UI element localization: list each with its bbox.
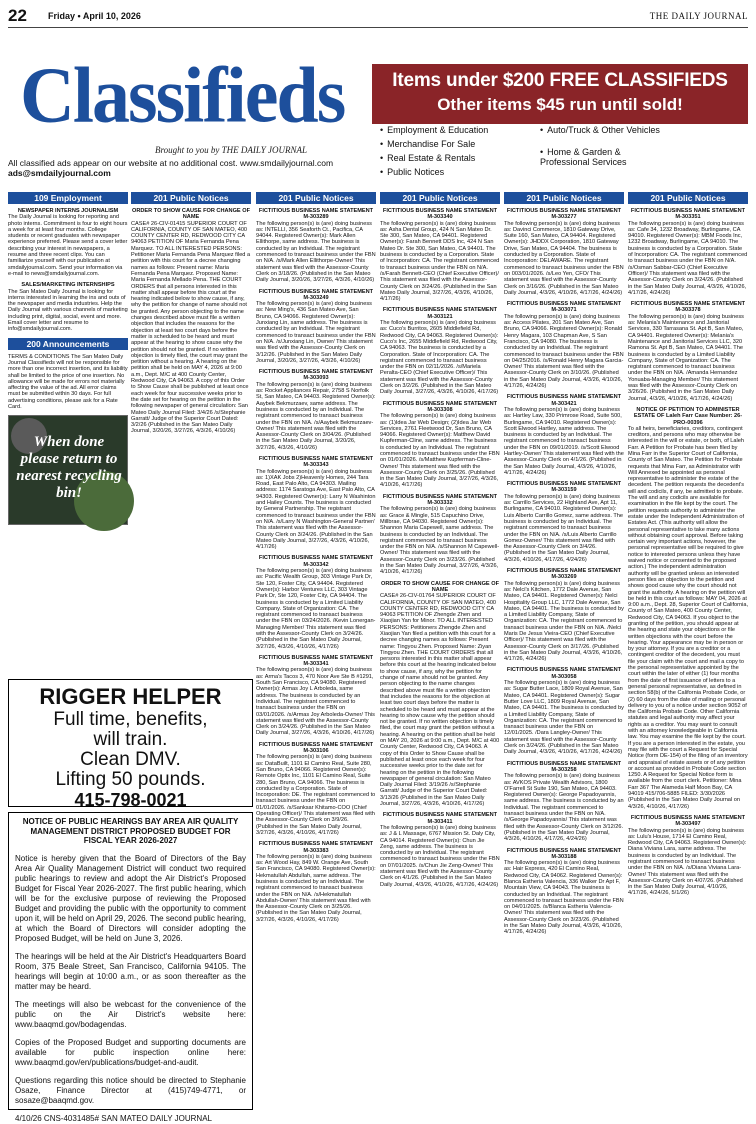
ads-email-link[interactable]: ads@smdailyjournal.com (8, 168, 111, 178)
rigger-line: Full time, benefits, (53, 709, 208, 730)
notice (504, 208, 624, 296)
section-header: 201 Public Notices (131, 192, 251, 204)
notice (380, 494, 500, 576)
notice (380, 812, 500, 888)
promo-line-1: Items under $200 FREE CLASSIFIEDS (392, 70, 728, 91)
notice-heading: FICTITIOUS BUSINESS NAME STATEMENT M-303258 (506, 760, 622, 773)
hearing-paragraph: The hearings will be held at the Air District's Headquarters Board Room, 375 Beale Street, San Francisco, California 94105. The hearings will begin at 10:00 a.m., or as soon thereafter as the matter may be heard. (15, 951, 246, 991)
notice-heading: FICTITIOUS BUSINESS NAME STATEMENT M-303188 (506, 847, 622, 860)
notice-heading: FICTITIOUS BUSINESS NAME STATEMENT M-303421 (506, 394, 622, 407)
notice-heading: FICTITIOUS BUSINESS NAME STATEMENT M-303159 (506, 481, 622, 494)
notice (504, 761, 624, 843)
category-item: • Public Notices (380, 167, 444, 177)
category-item: • Auto/Truck & Other Vehicles (540, 125, 660, 135)
notice-body: The following person(s) is (are) doing business as: Davinci Commerce, 1810 Gateway Drive, Suite 160, San Mateo, CA 94404. Registered Owner(s): JHDDX Corporation, 1810 Gateway Drive, San Mateo, CA 94404. The business is conducted by a Corporation. State of Incorporation: DELAWARE. The registrant commenced to transact business under the FBN on 003/01/2026. /s/Leo Yen, CFO/ This statement was filed with the Assessor-County Clerk on 3/16/26. (Published in the San Mateo Daily Journal, 4/3/26, 4/10/26, 4/17/26, 4/24/26) (504, 220, 624, 296)
notice-body: The following person(s) is (are) doing business as: Art Wood Hay, 849 W. Orange Ave, South San Francisco, CA 94080. Registered Owner(s): Hekmatullah Abdullah, same address. The business is conducted by an Individual. The registrant commenced to transact business under the FBN on N/A. /s/Hekmatullah Abdullah-Owner/ This statement was filed with the Assessor-County Clerk on 3/25/26. (Published in the San Mateo Daily Journal, 3/27/26, 4/3/26, 4/10/26, 4/17/26) (256, 853, 376, 923)
section-header: 201 Public Notices (380, 192, 500, 204)
notice-body: CASE# 26-CIV-01764 SUPERIOR COURT OF CALIFORNIA, COUNTY OF SAN MATEO, 400 COUNTY CENTER RD, REDWOOD CITY CA 94063 PETITION OF Zhengde Zhen and Xiaojian Yan for Minor. TO ALL INTERESTED PERSONS: Petitioners Zhengde Zhen and Xiaojian Yan filed a petition with this court for a decree changing names as follows: Present name: Tingyou Zhen. Proposed Name: Ziyan Tingyou Zhen. THE COURT ORDERS that all persons interested in this matter shall appear before this court at the hearing indicated below to show cause, if any, why the petition for change of name should not be granted. Any person objecting to the name changes described above must file a written objection that includes the reasons for the objection at least two court days before the matter is scheduled to be heard and must appear at the hearing to show cause why the petition should not be granted. If no written objection is timely filed, the court may grant the petition without a hearing. A hearing on the petition shall be held on MAY 20, 2026 at 9:00 a.m., Dept. M/C at 400 County Center, Redwood City, CA 94063. A copy of this Order to Show Cause shall be published at least once each week for four successive weeks prior to the date set for hearing on the petition in the following newspaper of general circulation: San Mateo Daily Journal Filed: 3/19/26 /s/Stephanie Garratt/ Judge of the Superior Court Dated: 3/13/26 (Published in the San Mateo Daily Journal, 3/27/26, 4/3/26, 4/10/26, 4/17/26) (380, 593, 500, 808)
notice-body: The following person(s) is (are) doing business as: Nelci's Kitchen, 1772 Dale Avenue, San Mateo, CA 94401. Registered Owner(s): Nelci Hospitality Group LLC, 1772 Dale Avenue, San Mateo, CA 94401. The business is conducted by a Limited Liability Company, State of Organization: CA. The registrant commenced to transact business under the FBN on N/A. /Nelci Maris De Jesus Vieira-CEO (Chief Executive Officer)/ This statement was filed with the Assessor-County Clerk on 3/17/26. (Published in the San Mateo Daily Journal, 4/3/26, 4/10/26, 4/17/26, 4/24/26) (504, 580, 624, 663)
notice-heading: FICTITIOUS BUSINESS NAME STATEMENT M-303378 (630, 301, 746, 314)
column-notices-6 (628, 192, 748, 1108)
notice-heading: FICTITIOUS BUSINESS NAME STATEMENT M-303383 (258, 841, 374, 854)
notice-heading: FICTITIOUS BUSINESS NAME STATEMENT M-303277 (506, 208, 622, 221)
notice (131, 208, 251, 435)
notice (504, 667, 624, 755)
hearing-title: NOTICE OF PUBLIC HEARINGS BAY AREA AIR QUALITY MANAGEMENT DISTRICT PROPOSED BUDGET FOR FISCAL YEAR 2026-2027 (22, 817, 239, 845)
notice-body: The following person(s) is (are) doing business as: DataBuilt, 1101 El Camino Real, Suite 280, San Bruno, CA 94066. Registered Owner(s): Remote Optix Inc, 1101 El Camino Real, Suite 280, San Bruno, CA 94066. The business is conducted by a Corporation. State of Incorporation: DE. The registrant commenced to transact business under the FBN on 01/01/2026. /s/Sanksar Khitamo-COO (Chief Operating Officer)/ This statement was filed with the Assessor-County Clerk on 3/9/26. (Published in the San Mateo Daily Journal, 3/27/26, 4/3/26, 4/10/26, 4/17/26) (256, 754, 376, 836)
notice-body: The following person(s) is (are) doing business as: Rocket Appliances Repair, 2758 S Norfolk St, San Mateo, CA 94403. Registered Owner(s): Aaybek Bekmurzaev, same address. The business is conducted by an Individual. The registrant commenced to transact business under the FBN on N/A. /s/Aaybek Bekmurzaev-Owner/ This statement was filed with the Assessor-County Clerk on 3/04/26. (Published in the San Mateo Daily Journal, 3/20/26, 3/27/26, 4/3/26, 4/10/26) (256, 381, 376, 451)
notice (504, 848, 624, 936)
notice-body: The following person(s) is (are) doing business as: (1)Idea Jar Web Design; (2)Idea Jar Web Services, 2761 Fleetwood Dr, San Bruno, CA 94066. Registered Owner(s): Matthew David Kupferman-Cline, same address. The business is conducted by an Individual. The registrant commenced to transact business under the FBN on 01/01/2026. /s/Matthew Kupferman-Cline-Owner/ This statement was filed with the Assessor-County Clerk on 3/25/26. (Published in the San Mateo Daily Journal, 3/27/26, 4/3/26, 4/10/26, 4/17/26) (380, 413, 500, 489)
notice (504, 481, 624, 563)
masthead-tagline: Brought to you by THE DAILY JOURNAL (155, 145, 307, 155)
notice (628, 815, 748, 897)
notice-heading: ORDER TO SHOW CAUSE FOR CHANGE OF NAME (381, 580, 499, 593)
notice-body: The following person(s) is (are) doing business as: Carrillo Services, 22 Highland Ave, Apt 11, Burlingame, CA 94010. Registered Owner(s): Luis Alberto Carrillo Gomez, same address. The business is conducted by an Individual. The registrant commenced to transact business under the FBN on N/A. /s/Luis Alberto Carrillo Gomez-Owner/ This statement was filed with the Assessor-County Clerk on 3/4/26. (Published in the San Mateo Daily Journal, 4/3/26, 4/10/26, 4/17/26, 4/24/26) (504, 493, 623, 563)
page-number: 22 (8, 6, 27, 25)
rigger-line: Clean DMV. (80, 749, 181, 770)
notice-heading: FICTITIOUS BUSINESS NAME STATEMENT M-303411 (382, 812, 498, 825)
notice-heading: NOTICE OF PETITION TO ADMINISTER ESTATE OF Laleh Farr Case Number: 26-PRO-00396 (633, 406, 743, 426)
recycling-ad-text: When done please return to nearest recycling bin! (16, 434, 122, 502)
notice-body: The following person(s) is (are) doing business as: INTELLI, 356 Seaforth Ct., Pacifica, CA 94044. Registered Owner(s): Mark Allen Ellithorpe, same address. The business is conducted by an Individual. The registrant commenced to transact business under the FBN on N/A. /s/Mark Allen Ellithorpe-Owner/ This statement was filed with the Assessor-County Clerk on 3/18/26. (Published in the San Mateo Daily Journal, 3/20/26, 3/27/26, 4/3/26, 4/10/26) (256, 220, 376, 284)
notice (8, 282, 128, 332)
notice-heading: FICTITIOUS BUSINESS NAME STATEMENT M-303093 (258, 369, 374, 382)
category-item: • Home & Garden & Professional Services (540, 147, 670, 167)
publication-name: THE DAILY JOURNAL (649, 11, 748, 21)
notice-heading: FICTITIOUS BUSINESS NAME STATEMENT M-303342 (258, 555, 374, 568)
rigger-helper-ad (8, 679, 253, 810)
notice-heading: FICTITIOUS BUSINESS NAME STATEMENT M-303340 (382, 208, 498, 221)
notice-body: The following person(s) is (are) doing business as: Arma's Tacos 3, 470 Noor Ave Ste B #1291, South San Francisco, CA 94080. Registered Owner(s): Armas Joy L Arboleda, same address. The business is conducted by an Individual. The registrant commenced to transact business under the FBN on 03/01/2026. /s/Armas Joy Arboleda-Owner/ This statement was filed with the Assessor-County Clerk on 3/24/26. (Published in the San Mateo Daily Journal, 3/27/26, 4/3/26, 4/10/26, 4/17/26) (256, 667, 375, 737)
notice-body: The following person(s) is (are) doing business as: Cafe 34, 1232 Broadway, Burlingame, CA 94010. Registered Owner(s): MBM Foods Inc, 1232 Broadway, Burlingame, CA 94010. The business is conducted by a Corporation. State of Incorporation: CA. The registrant commenced to transact business under the FBN on N/A. /s/Osman Sabbar-CEO (Chief Executive Officer)/ This statement was filed with the Assessor-County Clerk on 3/24/26. (Published in the San Mateo Daily Journal, 4/3/26, 4/10/26, 4/17/26, 4/24/26) (628, 220, 748, 296)
notice-body: CASE# 26-CIV-01415 SUPERIOR COURT OF CALIFORNIA, COUNTY OF SAN MATEO, 400 COUNTY CENTER RD, REDWOOD CITY CA 94063 PETITION OF Maria Fernanda Pena Marquez. TO ALL INTERESTED PERSONS: Petitioner Maria Fernanda Pena Marquez filed a petition with this court for a decree changing names as follows: Present name: Maria Fernanda Pena Marquez. Proposed Name: Maria Fernanda Mellado Pena. THE COURT ORDERS that all persons interested in this matter shall appear before this court at the hearing indicated below to show cause, if any, why the petition for change of name should not be granted. Any person objecting to the name changes described above must file a written objection that includes the reasons for the objection at least two court days before the matter is scheduled to be heard and must appear at the hearing to show cause why the petition should not be granted. If no written objection is timely filed, the court may grant the petition without a hearing. A hearing on the petition shall be held on MAY 4, 2026 at 9:00 a.m., Dept. M/C at 400 County Center, Redwood City, CA 94063. A copy of this Order to Show Cause shall be published at least once each week for four successive weeks prior to the date set for hearing on the petition in the following newspaper of general circulation: San Mateo Daily Journal Filed: 3/4/26 /s/Stephanie Garratt/ Judge of the Superior Court Dated: 3/2/26 (Published in the San Mateo Daily Journal, 3/20/26, 3/27/26, 4/3/26, 4/10/26) (131, 220, 251, 435)
masthead-title: Classifieds (20, 50, 345, 140)
notice (256, 456, 376, 550)
notice-heading: FICTITIOUS BUSINESS NAME STATEMENT M-303249 (258, 288, 374, 301)
recycling-ad (8, 415, 128, 525)
notice-body: The following person(s) is (are) doing business as: Asha Dental Group, 424 N San Mateo Dr. Ste 300, San Mateo, CA 94401. Registered Owner(s): Farah Bennett DDS Inc, 424 N San Mateo Dr. Ste 300, San Mateo, CA 94401. The business is conducted by a Corporation. State of Incorporation: CA. The registrant commenced to transact business under the FBN on N/A. /s/Farah Bennett-CEO (Chief Executive Officer)/ This statement was filed with the Assessor-County Clerk on 3/24/26. (Published in the San Mateo Daily Journal, 3/27/26, 4/3/26, 4/10/26, 4/17/26) (380, 220, 500, 303)
notice (256, 208, 376, 284)
column-notices-3 (256, 192, 376, 1108)
notice-body: The following person(s) is (are) doing business as: AVKOS Private Wealth Advisors, 1800 O'Farrell St Suite 190, San Mateo, CA 94403. Registered Owner(s): George Papadoyannis, same address. The business is conducted by an Individual. The registrant commenced to transact business under the FBN on N/A. /s/George Papadoyannis/ This statement was filed with the Assessor-County Clerk on 3/12/26. (Published in the San Mateo Daily Journal, 4/3/26, 4/10/26, 4/17/26, 4/24/26) (504, 773, 624, 843)
column-employment (8, 192, 128, 672)
notice-heading: FICTITIOUS BUSINESS NAME STATEMENT M-303269 (506, 568, 622, 581)
notice-heading: FICTITIOUS BUSINESS NAME STATEMENT M-303308 (382, 400, 498, 413)
hearing-paragraph: 4/10/26 CNS-4031485# SAN MATEO DAILY JOURNAL (15, 1113, 212, 1123)
notice-heading: FICTITIOUS BUSINESS NAME STATEMENT M-303497 (630, 814, 746, 828)
notice-heading: FICTITIOUS BUSINESS NAME STATEMENT M-303121 (382, 307, 498, 320)
notice-heading: FICTITIOUS BUSINESS NAME STATEMENT M-303332 (382, 493, 498, 507)
rigger-line: Lifting 50 pounds. (55, 769, 206, 790)
rigger-title: RIGGER HELPER (39, 684, 222, 709)
column-notices-2 (131, 192, 251, 672)
public-hearing-notice (8, 812, 253, 1123)
column-notices-4 (380, 192, 500, 1108)
page-header (8, 6, 748, 28)
column-notices-5 (504, 192, 624, 1108)
promo-line-2: Other items $45 run until sold! (437, 95, 683, 114)
notice (8, 208, 128, 277)
hearing-paragraph: Copies of the Proposed Budget and supporting documents are available for public inspection online here: www.baaqmd.gov/en/publications/budget-and-audit. (15, 1037, 246, 1067)
notice-body: The following person(s) is (are) doing business as: Hair Express, 420 El Camino Real, Redwood City, CA 94062. Registered Owner(s): Blanca Estheria Valencia, 336 Walker Dr Apt F, Mountain View, CA 94043. The business is conducted by an Individual. The registrant commenced to transact business under the FBN on 04/01/2025. /s/Blanca Estheria Valencia-Owner/ This statement was filed with the Assessor-County Clerk on 3/23/26. (Published in the San Mateo Daily Journal, 4/3/26, 4/10/26, 4/17/26, 4/24/26) (504, 860, 624, 936)
notice (628, 208, 748, 296)
notice-body: TERMS & CONDITIONS The San Mateo Daily Journal Classifieds will not be responsible for more than one incorrect insertion, and its liability shall be limited to the price of one insertion. No allowance will be made for errors not materially affecting the value of the ad. All error claims must be submitted within 30 days. For full advertising conditions, please ask for a Rate Card. (8, 353, 128, 411)
rigger-phone: 415-798-0021 (74, 790, 187, 810)
hearing-paragraph: Notice is hereby given that the Board of Directors of the Bay Area Air Quality Management District will conduct two required public hearings to review and adopt the Air District's Proposed Budget for Fiscal Year 2026-2027. The first public hearing, which will be for the exclusive purpose of reviewing the Proposed Budget and providing the public with the opportunity to comment upon it, will be held on April 29, 2026. The second public hearing, at which the Board of Directors will consider adopting the Proposed Budget, will be held on June 3, 2026. (15, 853, 246, 943)
notice (256, 555, 376, 649)
rigger-line: will train. (93, 729, 168, 750)
section-header: 201 Public Notices (504, 192, 624, 204)
notice (628, 301, 748, 402)
notice (504, 301, 624, 389)
notice-heading: FICTITIOUS BUSINESS NAME STATEMENT M-303071 (506, 301, 622, 314)
notice-body: To all heirs, beneficiaries, creditors, contingent creditors, and persons who may otherwise be interested in the will or estate, or both, of Laleh Farr. A Petition for Probate has been filed by Mina Farr in the Superior Court of California, County of San Mateo. The Petition for Probate requests that Mina Farr, as Administrator with Will Annexed be appointed as personal representative to administer the estate of the decedent. The petition requests the decedent's will and codicils, if any, be admitted to probate. The will and any codicils are available for examination in the file kept by the court. The petition requests authority to administer the estate under the Independent Administration of Estates Act. (This authority will allow the personal representative to take many actions without obtaining court approval. Before taking certain very important actions, however, the personal representative will be required to give notice to interested persons unless they have waived notice or consented to the proposed action.) The independent administration authority will be granted unless an interested person files an objection to the petition and shows good cause why the court should not grant the authority. A hearing on the petition will be held in this court as follows: MAY 04, 2026 at 9:00 a.m., Dept. 28, Superior Court of California, County of San Mateo, 400 County Center, Redwood City, CA 94063. If you object to the granting of the petition, you should appear at the hearing and state your objections or file written objections with the court before the hearing. Your appearance may be in person or by your attorney. If you are a creditor or a contingent creditor of the decedent, you must file your claim with the court and mail a copy to the personal representative appointed by the court within the later of either (1) four months from the date of first issuance of letters to a general personal representative, as defined in section 58(b) of the California Probate Code, or (2) 60 days from the date of mailing or personal delivery to you of a notice under section 9052 of the California Probate Code. Other California statutes and legal authority may affect your rights as a creditor. You may want to consult with an attorney knowledgeable in California law. You may examine the file kept by the court. If you are a person interested in the estate, you may file with the court a Request for Special Notice (form DE-154) of the filing of an inventory and appraisal of estate assets or of any petition or account as provided in Probate Code section 1250. A Request for Special Notice form is available from the court clerk. Petitioner: Mina Farr 367 The Alameda Half Moon Bay, CA 94019 415/706-5885 FILED: 3/30/2026 (Published in the San Mateo Daily Journal on 4/3/26, 4/10/26, 4/17/26) (628, 425, 749, 810)
notice (256, 369, 376, 451)
notice-body: The following person(s) is (are) doing business as: Cuco's Burritos, 2605 Middlefield Rd, Redwood City, CA 94063. Registered Owner(s): Cuco's Inc, 2655 Middlefield Rd, Redwood City, CA 94063. The business is conducted by a Corporation. State of Incorporation: CA. The registrant commenced to transact business under the FBN on 02/11/2026. /s/Mariela Peralta-CEO (Chief Executive Officer)/ This statement was filed with the Assessor-County Clerk on 3/2/26. (Published in the San Mateo Daily Journal, 3/27/26, 4/3/26, 4/10/26, 4/17/26) (380, 320, 499, 396)
notice (504, 394, 624, 476)
notice (380, 208, 500, 302)
category-item: • Merchandise For Sale (380, 139, 475, 149)
all-ads-note (8, 158, 368, 178)
category-item: • Real Estate & Rentals (380, 153, 475, 163)
notice-body: The following person(s) is (are) doing business as: J & L Massage, 6767 Mission St. Daly City, CA 94014. Registered Owner(s): Chun Jie Zeng, same address. The business is conducted by an Individual. The registrant commenced to transact business under the FBN on 07/01/2025. /s/Chun Jie Zeng-Owner/ This statement was filed with the Assessor-County Clerk on 4/1/26. (Published in the San Mateo Daily Journal, 4/3/26, 4/10/26, 4/17/26, 4/24/26) (380, 824, 500, 888)
notice-heading: FICTITIOUS BUSINESS NAME STATEMENT M-303289 (258, 208, 374, 221)
hearing-paragraph: The meetings will also be webcast for the convenience of the public on the Air District's website here: www.baaqmd.gov/bodagendas. (15, 999, 246, 1029)
notice-body: The following person(s) is (are) doing business as: Grace & Mingle, 515 Capuchino Drive, Millbrae, CA 94030. Registered Owner(s): Shannon Maria Capewell, same address. The business is conducted by an Individual. The registrant commenced to transact business under the FBN on N/A. /s/Shannon M Capewell-Owner/ This statement was filed with the Assessor-County Clerk on 3/23/26. (Published in the San Mateo Daily Journal, 3/27/26, 4/3/26, 4/10/26, 4/17/26) (380, 506, 500, 576)
notice-heading: SALES/MARKETING INTERNSHIPS (21, 282, 115, 289)
notice-body: The following person(s) is (are) doing business as: Pacific Wealth Group, 303 Vintage Park Dr, Ste 120, Foster City, CA 94404. Registered Owner(s): Harbor Ventures LLC, 303 Vintage Park Dr, Ste 120, Foster City, CA 94404. The business is conducted by a Limited Liability Company. State of Organization: CA. The registrant commenced to transact business under the FBN on 03/24/2026. /Kevin Lonergan-Managing Member/ This statement was filed with the Assessor-County Clerk on 3/24/26. (Published in the San Mateo Daily Journal, 3/27/26, 4/3/26, 4/10/26, 4/17/26) (256, 568, 376, 650)
notice-heading: FICTITIOUS BUSINESS NAME STATEMENT M-303343 (258, 455, 374, 469)
issue-date: Friday • April 10, 2026 (48, 11, 141, 21)
notice-heading: FICTITIOUS BUSINESS NAME STATEMENT M-303351 (630, 208, 746, 221)
notice (8, 354, 128, 411)
section-header: 109 Employment (8, 192, 128, 204)
notice (380, 401, 500, 489)
notice-heading: ORDER TO SHOW CAUSE FOR CHANGE OF NAME (132, 208, 250, 221)
section-header: 201 Public Notices (256, 192, 376, 204)
notice (504, 568, 624, 662)
notice (256, 289, 376, 365)
notice-heading: FICTITIOUS BUSINESS NAME STATEMENT M-303058 (506, 667, 622, 680)
notice-heading: NEWSPAPER INTERNS JOURNALISM (17, 208, 119, 214)
notice-body: The Daily Journal is looking for reporting and photo interns. Commitment is four to eight hours a week for at least four months. College students or recent graduates with newspaper experience preferred. Please send a cover letter describing your interest in newspapers, a resume and three recent clips. You can familiarize yourself with our publication at smdailyjournal.com. Send your information via e-mail to news@smdailyjournal.com. (8, 214, 128, 277)
notice (256, 742, 376, 836)
notice (380, 581, 500, 808)
notice-body: The San Mateo Daily Journal is looking for interns interested in learning the ins and outs of the newspaper and media industries. Help the Daily Journal with various channels of marketing including print, digital, social, event and more. Email cover letter and resume to info@smdailyjournal.com. (8, 288, 128, 333)
notice-heading: FICTITIOUS BUSINESS NAME STATEMENT M-303106 (258, 741, 374, 755)
notice (256, 841, 376, 923)
notice (256, 655, 376, 737)
notice-body: The following person(s) is (are) doing business as: Sugar Butter Lace, 1809 Royal Avenue, San Mateo, CA 94401. Registered Owner(s): Sugar Butter Love LLC, 1809 Royal Avenue, San Mateo, CA 94401. The business is conducted by a Limited Liability Company, State of Organization: CA. The registrant commenced to transact business under the FBN on 12/01/2025. /Dara Langley-Owner/ This statement was filed with the Assessor-County Clerk on 3/24/26. (Published in the San Mateo Daily Journal, 4/3/26, 4/10/26, 4/17/26, 4/24/26) (504, 680, 624, 756)
all-ads-text: All classified ads appear on our website at no additional cost. www.smdailyjournal.com (8, 158, 334, 168)
notice-body: The following person(s) is (are) doing business as: 1)XAK Jobs 2)Heavenly Homes, 244 Tara Road, East Palo Alto, CA 94303. Mailing address: 1174 Saratoga Ave, East Palo Alto, CA 94303. Registered Owner(s): Larry N Washinton and Hailey Counts. The business is conducted by General Partnership. The registrant commenced to transact business under the FBN on N/A. /s/Larry N Washington-General Partner/ This statement was filed with the Assessor-County Clerk on 3/24/26. (Published in the San Mateo Daily Journal, 3/27/26, 4/3/26, 4/10/26, 4/17/26) (256, 468, 376, 551)
notice (380, 307, 500, 395)
category-list (380, 125, 750, 177)
section-header: 201 Public Notices (628, 192, 748, 204)
notice-heading: FICTITIOUS BUSINESS NAME STATEMENT M-303341 (258, 654, 374, 668)
category-item: • Employment & Education (380, 125, 488, 135)
notice (628, 407, 748, 810)
promo-banner (372, 64, 748, 124)
notice-body: The following person(s) is (are) doing business as: New Ming's, 436 San Mateo Ave, San Bruno, CA 94066. Registered Owner(s): Junxiang Lin, same address. The business is conducted by an Individual. The registrant commenced to transact business under the FBN on N/A. /s/Junxiang Lin, Owner/ This statement was filed with the Assessor-County Clerk on 3/12/26. (Published in the San Mateo Daily Journal, 3/20/26, 3/27/26, 4/3/26, 4/10/26) (256, 301, 376, 364)
notice-body: The following person(s) is (are) doing business as: Lulu's House, 1714 El Camino Real, Redwood City, CA 94063. Registered Owner(s): Diana Viviana Lara, same address. The business is conducted by an Individual. The registrant commenced to transact business under the FBN on N/A. /s/Diana Viviana Lara-Owner/ This statement was filed with the Assessor-County Clerk on 4/07/26. (Published in the San Mateo Daily Journal, 4/10/26, 4/17/26, 4/24/26, 5/1/26) (628, 827, 747, 897)
hearing-paragraph: Questions regarding this notice should be directed to Stephanie Osaze, Finance Director at (415)749-4771, or sosaze@baaqmd.gov. (15, 1075, 246, 1105)
notice-body: The following person(s) is (are) doing business as: Melania's Maintenance and Janitorial Services, 330 Tarrasana St. Apt B, San Mateo, CA 94401. Registered Owner(s): Melania's Maintenance and Janitorial Services LLC, 320 Ramona St. Apt B, San Mateo, CA 94401. The business is conducted by a Limited Liability Company, State of Organization: CA. The registrant commenced to transact business under the FBN on N/A. /Amanda Hernandez Yonuaba-Managing Member/ This statement was filed with the Assessor-County Clerk on 3/26/26. (Published in the San Mateo Daily Journal, 4/3/26, 4/10/26, 4/17/26, 4/24/26) (628, 313, 744, 402)
notice-body: The following person(s) is (are) doing business as: Access Pilates, 201 San Mateo Ave, San Bruno, CA 94066. Registered Owner(s): Ronald Henry Magara, 103 Chapman Ave, S San Francisco, CA 94080. The business is conducted by an Individual. The registrant commenced to transact business under the FBN on 04/25/2016. /s/Ronald Henry Magara Garcia-Owner/ This statement was filed with the Assessor-County Clerk on 3/10/26. (Published in the San Mateo Daily Journal, 4/3/26, 4/10/26, 4/17/26, 4/24/26) (504, 313, 624, 390)
notice-body: The following person(s) is (are) doing business as: Hartley Law, 330 Primrose Road, Suite 500, Burlingame, CA 94010. Registered Owner(s): Scott Elwood Hartley, same address. The business is conducted by an Individual. The registrant commenced to transact business under the FBN on 09/01/2019. /s/Scott Elwood Hartley-Owner/ This statement was filed with the Assessor-County Clerk on 4/1/26. (Published in the San Mateo Daily Journal, 4/3/26, 4/10/26, 4/17/26, 4/24/26) (504, 406, 624, 476)
section-header: 200 Announcements (8, 338, 128, 350)
